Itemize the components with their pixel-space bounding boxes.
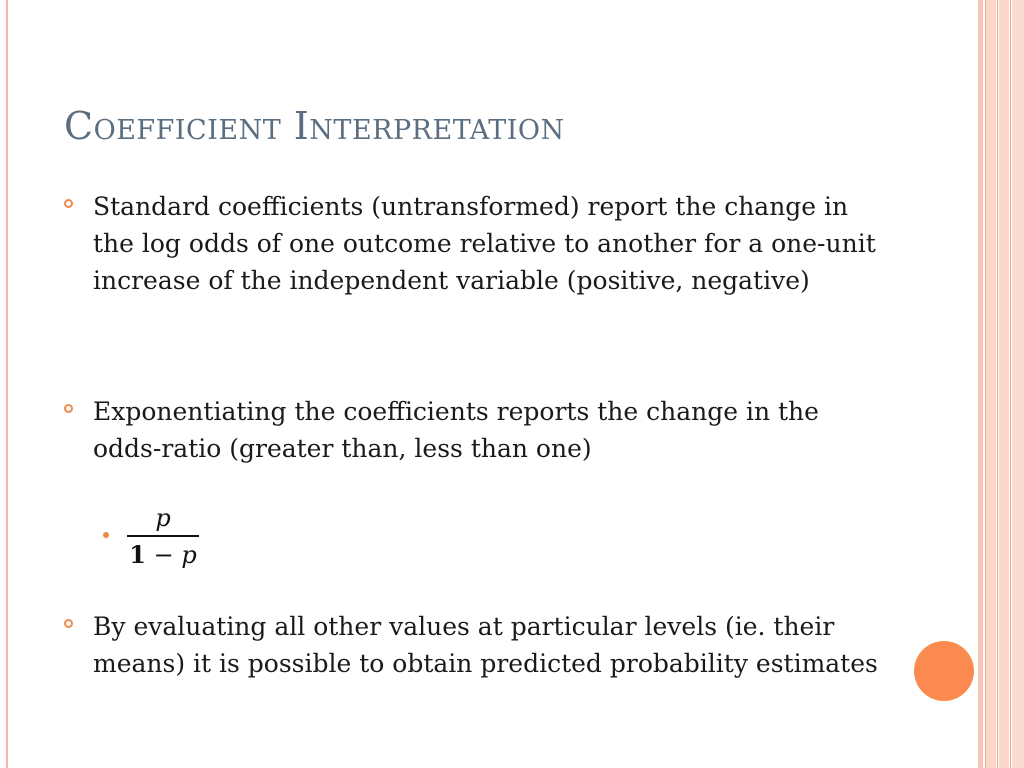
bullet-text: Standard coefficients (untransformed) report the change in the log odds of one outcome relative to another for a one-unit increase of the independent variable (positive, negative) [93,192,876,295]
bullet-text: By evaluating all other values at particular levels (ie. their means) it is possible to obtain predicted probability estimates [93,612,878,678]
odds-formula [127,503,199,573]
denominator-number: 1 [129,540,146,569]
formula-denominator [127,537,199,573]
formula-numerator: p [155,504,171,532]
slide-title: Coefficient Interpretation [64,104,565,148]
denominator-operator: − [145,541,182,569]
right-stripe-decoration [978,0,983,768]
right-stripe-line [997,0,998,768]
bullet-text: Exponentiating the coefficients reports the change in the odds-ratio (greater than, less than one) [93,397,819,463]
left-border-decoration [6,0,8,768]
right-stripe-decoration [1012,0,1024,768]
bullet-circle-icon [64,199,73,208]
right-stripe-decoration [999,0,1009,768]
sub-bullet-dot-icon [103,532,109,538]
right-stripe-line [1010,0,1011,768]
bullet-circle-icon [64,619,73,628]
orange-circle-decoration [914,641,974,701]
right-stripe-decoration [986,0,996,768]
denominator-variable: p [181,541,197,569]
right-stripe-line [985,0,986,768]
bullet-circle-icon [64,404,73,413]
